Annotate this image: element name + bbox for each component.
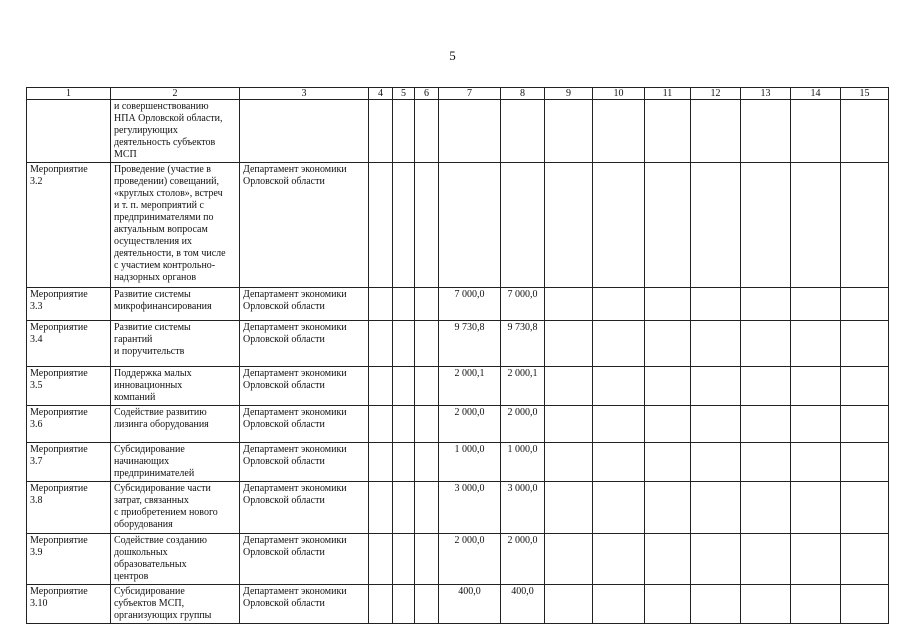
description-cell: Субсидирование части затрат, связанных с приобретением нового оборудования — [111, 482, 240, 534]
empty-cell — [593, 288, 645, 321]
empty-cell — [645, 367, 691, 406]
amount-cell: 2 000,0 — [501, 534, 545, 585]
empty-cell — [645, 100, 691, 163]
empty-cell — [741, 288, 791, 321]
empty-cell — [369, 534, 393, 585]
empty-cell — [645, 406, 691, 443]
amount-cell: 2 000,0 — [439, 534, 501, 585]
column-header: 12 — [691, 88, 741, 100]
empty-cell — [369, 443, 393, 482]
empty-cell — [691, 321, 741, 367]
empty-cell — [645, 585, 691, 624]
table-row — [27, 406, 889, 443]
column-header: 3 — [240, 88, 369, 100]
description-cell: Развитие системы микрофинансирования — [111, 288, 240, 321]
column-header: 1 — [27, 88, 111, 100]
measure-cell: Мероприятие 3.9 — [27, 534, 111, 585]
table-row — [27, 100, 889, 163]
amount-cell: 400,0 — [439, 585, 501, 624]
empty-cell — [593, 321, 645, 367]
empty-cell — [593, 406, 645, 443]
empty-cell — [841, 482, 889, 534]
empty-cell — [545, 406, 593, 443]
empty-cell — [741, 482, 791, 534]
description-cell: и совершенствованию НПА Орловской области, регулирующих деятельность субъектов МСП — [111, 100, 240, 163]
empty-cell — [415, 585, 439, 624]
empty-cell — [545, 367, 593, 406]
empty-cell — [691, 406, 741, 443]
empty-cell — [369, 585, 393, 624]
empty-cell — [369, 163, 393, 288]
empty-cell — [791, 163, 841, 288]
empty-cell — [545, 100, 593, 163]
empty-cell — [593, 163, 645, 288]
empty-cell — [393, 321, 415, 367]
amount-cell — [501, 163, 545, 288]
empty-cell — [841, 288, 889, 321]
empty-cell — [545, 288, 593, 321]
empty-cell — [645, 321, 691, 367]
empty-cell — [593, 585, 645, 624]
executor-cell: Департамент экономики Орловской области — [240, 482, 369, 534]
amount-cell — [439, 100, 501, 163]
table-row — [27, 288, 889, 321]
column-header: 7 — [439, 88, 501, 100]
program-table — [26, 87, 889, 624]
table-row — [27, 443, 889, 482]
empty-cell — [415, 367, 439, 406]
empty-cell — [691, 100, 741, 163]
empty-cell — [393, 482, 415, 534]
empty-cell — [393, 100, 415, 163]
empty-cell — [841, 443, 889, 482]
empty-cell — [791, 534, 841, 585]
measure-cell — [27, 100, 111, 163]
empty-cell — [791, 443, 841, 482]
column-header: 2 — [111, 88, 240, 100]
empty-cell — [415, 406, 439, 443]
empty-cell — [415, 163, 439, 288]
description-cell: Содействие развитию лизинга оборудования — [111, 406, 240, 443]
table-row — [27, 534, 889, 585]
empty-cell — [841, 367, 889, 406]
amount-cell: 2 000,1 — [501, 367, 545, 406]
amount-cell — [439, 163, 501, 288]
measure-cell: Мероприятие 3.2 — [27, 163, 111, 288]
header-row — [27, 88, 889, 100]
empty-cell — [741, 443, 791, 482]
empty-cell — [369, 482, 393, 534]
executor-cell — [240, 100, 369, 163]
empty-cell — [741, 367, 791, 406]
column-header: 13 — [741, 88, 791, 100]
page-number: 5 — [449, 48, 456, 63]
executor-cell: Департамент экономики Орловской области — [240, 534, 369, 585]
amount-cell: 3 000,0 — [501, 482, 545, 534]
empty-cell — [741, 534, 791, 585]
empty-cell — [415, 534, 439, 585]
amount-cell: 3 000,0 — [439, 482, 501, 534]
empty-cell — [841, 100, 889, 163]
empty-cell — [415, 288, 439, 321]
empty-cell — [791, 585, 841, 624]
empty-cell — [645, 288, 691, 321]
empty-cell — [691, 585, 741, 624]
empty-cell — [393, 288, 415, 321]
table-row — [27, 585, 889, 624]
empty-cell — [791, 406, 841, 443]
empty-cell — [545, 321, 593, 367]
empty-cell — [645, 443, 691, 482]
empty-cell — [645, 534, 691, 585]
amount-cell: 9 730,8 — [439, 321, 501, 367]
empty-cell — [691, 443, 741, 482]
empty-cell — [741, 100, 791, 163]
empty-cell — [393, 585, 415, 624]
empty-cell — [415, 443, 439, 482]
description-cell: Содействие созданию дошкольных образовательных центров — [111, 534, 240, 585]
empty-cell — [369, 288, 393, 321]
column-header: 11 — [645, 88, 691, 100]
empty-cell — [545, 534, 593, 585]
empty-cell — [741, 163, 791, 288]
empty-cell — [415, 321, 439, 367]
column-header: 15 — [841, 88, 889, 100]
empty-cell — [415, 482, 439, 534]
empty-cell — [545, 443, 593, 482]
empty-cell — [369, 321, 393, 367]
table-row — [27, 482, 889, 534]
executor-cell: Департамент экономики Орловской области — [240, 367, 369, 406]
column-header: 8 — [501, 88, 545, 100]
empty-cell — [645, 482, 691, 534]
executor-cell: Департамент экономики Орловской области — [240, 163, 369, 288]
empty-cell — [545, 585, 593, 624]
empty-cell — [741, 406, 791, 443]
empty-cell — [691, 288, 741, 321]
empty-cell — [741, 321, 791, 367]
empty-cell — [545, 163, 593, 288]
description-cell: Развитие системы гарантий и поручительств — [111, 321, 240, 367]
empty-cell — [593, 367, 645, 406]
empty-cell — [369, 406, 393, 443]
empty-cell — [393, 443, 415, 482]
amount-cell: 1 000,0 — [439, 443, 501, 482]
executor-cell: Департамент экономики Орловской области — [240, 585, 369, 624]
executor-cell: Департамент экономики Орловской области — [240, 321, 369, 367]
table-row — [27, 163, 889, 288]
measure-cell: Мероприятие 3.6 — [27, 406, 111, 443]
measure-cell: Мероприятие 3.8 — [27, 482, 111, 534]
amount-cell: 2 000,0 — [439, 406, 501, 443]
empty-cell — [841, 406, 889, 443]
description-cell: Субсидирование субъектов МСП, организующих группы — [111, 585, 240, 624]
table-row — [27, 367, 889, 406]
empty-cell — [593, 443, 645, 482]
executor-cell: Департамент экономики Орловской области — [240, 288, 369, 321]
empty-cell — [369, 100, 393, 163]
empty-cell — [545, 482, 593, 534]
empty-cell — [691, 534, 741, 585]
empty-cell — [369, 367, 393, 406]
empty-cell — [691, 367, 741, 406]
empty-cell — [741, 585, 791, 624]
empty-cell — [791, 100, 841, 163]
column-header: 14 — [791, 88, 841, 100]
empty-cell — [691, 482, 741, 534]
empty-cell — [393, 406, 415, 443]
description-cell: Субсидирование начинающих предпринимателей — [111, 443, 240, 482]
measure-cell: Мероприятие 3.10 — [27, 585, 111, 624]
amount-cell: 2 000,1 — [439, 367, 501, 406]
amount-cell: 7 000,0 — [501, 288, 545, 321]
description-cell: Проведение (участие в проведении) совещаний, «круглых столов», встреч и т. п. мероприятий с предпринимателями по актуальным вопросам осуществления их деятельности, в том числе с участием контрольно- надзорных органов — [111, 163, 240, 288]
column-header: 4 — [369, 88, 393, 100]
column-header: 9 — [545, 88, 593, 100]
empty-cell — [841, 321, 889, 367]
measure-cell: Мероприятие 3.4 — [27, 321, 111, 367]
executor-cell: Департамент экономики Орловской области — [240, 406, 369, 443]
empty-cell — [841, 585, 889, 624]
empty-cell — [645, 163, 691, 288]
empty-cell — [691, 163, 741, 288]
executor-cell: Департамент экономики Орловской области — [240, 443, 369, 482]
amount-cell: 9 730,8 — [501, 321, 545, 367]
amount-cell: 1 000,0 — [501, 443, 545, 482]
empty-cell — [841, 534, 889, 585]
measure-cell: Мероприятие 3.3 — [27, 288, 111, 321]
empty-cell — [791, 321, 841, 367]
empty-cell — [415, 100, 439, 163]
empty-cell — [393, 534, 415, 585]
amount-cell: 2 000,0 — [501, 406, 545, 443]
description-cell: Поддержка малых инновационных компаний — [111, 367, 240, 406]
column-header: 6 — [415, 88, 439, 100]
amount-cell — [501, 100, 545, 163]
measure-cell: Мероприятие 3.7 — [27, 443, 111, 482]
empty-cell — [593, 100, 645, 163]
amount-cell: 400,0 — [501, 585, 545, 624]
empty-cell — [841, 163, 889, 288]
amount-cell: 7 000,0 — [439, 288, 501, 321]
empty-cell — [791, 288, 841, 321]
empty-cell — [593, 534, 645, 585]
table-row — [27, 321, 889, 367]
column-header: 5 — [393, 88, 415, 100]
empty-cell — [393, 163, 415, 288]
empty-cell — [791, 482, 841, 534]
empty-cell — [593, 482, 645, 534]
measure-cell: Мероприятие 3.5 — [27, 367, 111, 406]
empty-cell — [791, 367, 841, 406]
column-header: 10 — [593, 88, 645, 100]
empty-cell — [393, 367, 415, 406]
